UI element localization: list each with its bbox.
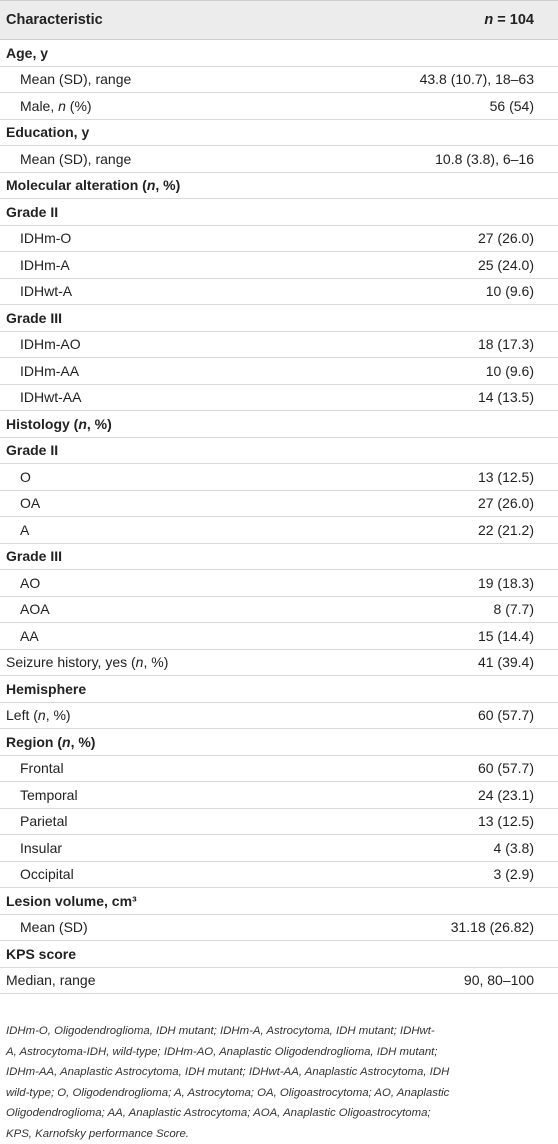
section-label: Education, y xyxy=(6,120,89,146)
row-label: Occipital xyxy=(20,862,74,888)
row-label: Frontal xyxy=(20,756,64,782)
row-value: 10 (9.6) xyxy=(486,279,534,305)
table-row xyxy=(0,703,558,730)
table-row xyxy=(0,385,558,412)
table-row xyxy=(0,756,558,783)
row-value: 10.8 (3.8), 6–16 xyxy=(435,146,534,172)
table-row xyxy=(0,146,558,173)
section-label: Histology ( n , %) xyxy=(6,411,112,437)
footnote-line: IDHm-O, Oligodendroglioma, IDH mutant; IDHm-A, Astrocytoma, IDH mutant; IDHwt- xyxy=(6,1021,554,1042)
row-label: IDHm-AO xyxy=(20,332,81,358)
row-value: 10 (9.6) xyxy=(486,358,534,384)
row-label: IDHwt-A xyxy=(20,279,72,305)
section-label: Lesion volume, cm³ xyxy=(6,888,137,914)
section-label: Grade II xyxy=(6,438,58,464)
row-value: 60 (57.7) xyxy=(478,703,534,729)
row-label: Insular xyxy=(20,835,62,861)
row-label: OA xyxy=(20,491,40,517)
row-value: 8 (7.7) xyxy=(494,597,534,623)
row-label: IDHm-O xyxy=(20,226,71,252)
footnote-line: Oligodendroglioma; AA, Anaplastic Astrocytoma; AOA, Anaplastic Oligoastrocytoma; xyxy=(6,1103,554,1124)
n-count: = 104 xyxy=(493,12,534,28)
section-row xyxy=(0,729,558,756)
row-value: 22 (21.2) xyxy=(478,517,534,543)
table-body xyxy=(0,40,558,994)
row-label: IDHm-AA xyxy=(20,358,79,384)
row-value: 43.8 (10.7), 18–63 xyxy=(420,67,534,93)
row-value: 3 (2.9) xyxy=(494,862,534,888)
row-label: IDHm-A xyxy=(20,252,70,278)
table-header-row xyxy=(0,0,558,40)
section-label: Grade III xyxy=(6,305,62,331)
row-label: Mean (SD) xyxy=(20,915,88,941)
row-label: Temporal xyxy=(20,782,78,808)
table-row xyxy=(0,809,558,836)
section-label: Molecular alteration ( n , %) xyxy=(6,173,180,199)
table-row xyxy=(0,252,558,279)
table-row xyxy=(0,464,558,491)
table-row xyxy=(0,835,558,862)
row-value: 41 (39.4) xyxy=(478,650,534,676)
table-row xyxy=(0,358,558,385)
table-row xyxy=(0,782,558,809)
row-label: Seizure history, yes ( n , %) xyxy=(6,650,168,676)
row-value: 56 (54) xyxy=(490,93,534,119)
table-row xyxy=(0,915,558,942)
table-row xyxy=(0,597,558,624)
table-row xyxy=(0,650,558,677)
row-label: A xyxy=(20,517,29,543)
row-value: 27 (26.0) xyxy=(478,491,534,517)
footnote-line: A, Astrocytoma-IDH, wild-type; IDHm-AO, Anaplastic Oligodendroglioma, IDH mutant; xyxy=(6,1042,554,1063)
characteristic-header: Characteristic xyxy=(6,1,103,39)
row-value: 19 (18.3) xyxy=(478,570,534,596)
row-value: 15 (14.4) xyxy=(478,623,534,649)
row-label: AOA xyxy=(20,597,50,623)
row-label: Parietal xyxy=(20,809,67,835)
row-label: Mean (SD), range xyxy=(20,67,131,93)
section-label: Hemisphere xyxy=(6,676,86,702)
table-row xyxy=(0,67,558,94)
section-row xyxy=(0,676,558,703)
row-value: 90, 80–100 xyxy=(464,968,534,994)
sample-size-header xyxy=(484,1,534,39)
footnote-line: KPS, Karnofsky performance Score. xyxy=(6,1124,554,1144)
section-row xyxy=(0,941,558,968)
section-row xyxy=(0,411,558,438)
section-row xyxy=(0,40,558,67)
footnote-line: wild-type; O, Oligodendroglioma; A, Astrocytoma; OA, Oligoastrocytoma; AO, Anaplastic xyxy=(6,1083,554,1104)
row-value: 4 (3.8) xyxy=(494,835,534,861)
table-row xyxy=(0,93,558,120)
table-row xyxy=(0,862,558,889)
table-row xyxy=(0,968,558,995)
row-label: Mean (SD), range xyxy=(20,146,131,172)
section-row xyxy=(0,305,558,332)
row-value: 60 (57.7) xyxy=(478,756,534,782)
row-value: 27 (26.0) xyxy=(478,226,534,252)
table-row xyxy=(0,226,558,253)
row-label: Median, range xyxy=(6,968,96,994)
row-label: O xyxy=(20,464,31,490)
section-row xyxy=(0,888,558,915)
section-label: Grade II xyxy=(6,199,58,225)
row-value: 24 (23.1) xyxy=(478,782,534,808)
section-label: Age, y xyxy=(6,40,48,66)
row-label: AO xyxy=(20,570,40,596)
table-row xyxy=(0,623,558,650)
table-row xyxy=(0,491,558,518)
table-row xyxy=(0,279,558,306)
section-row xyxy=(0,438,558,465)
section-label: KPS score xyxy=(6,941,76,967)
row-value: 13 (12.5) xyxy=(478,464,534,490)
section-row xyxy=(0,173,558,200)
section-label: Grade III xyxy=(6,544,62,570)
section-row xyxy=(0,120,558,147)
row-label: IDHwt-AA xyxy=(20,385,81,411)
row-label: Left ( n , %) xyxy=(6,703,71,729)
section-row xyxy=(0,199,558,226)
footnote-line: IDHm-AA, Anaplastic Astrocytoma, IDH mutant; IDHwt-AA, Anaplastic Astrocytoma, IDH xyxy=(6,1062,554,1083)
table-row xyxy=(0,332,558,359)
row-value: 25 (24.0) xyxy=(478,252,534,278)
row-label: AA xyxy=(20,623,39,649)
row-value: 13 (12.5) xyxy=(478,809,534,835)
table-footnote xyxy=(6,1021,554,1144)
section-row xyxy=(0,544,558,571)
row-value: 14 (13.5) xyxy=(478,385,534,411)
table-row xyxy=(0,517,558,544)
table-row xyxy=(0,570,558,597)
n-symbol: n xyxy=(484,12,493,28)
row-value: 18 (17.3) xyxy=(478,332,534,358)
section-label: Region ( n , %) xyxy=(6,729,95,755)
row-label: Male, n (%) xyxy=(20,93,92,119)
row-value: 31.18 (26.82) xyxy=(451,915,534,941)
